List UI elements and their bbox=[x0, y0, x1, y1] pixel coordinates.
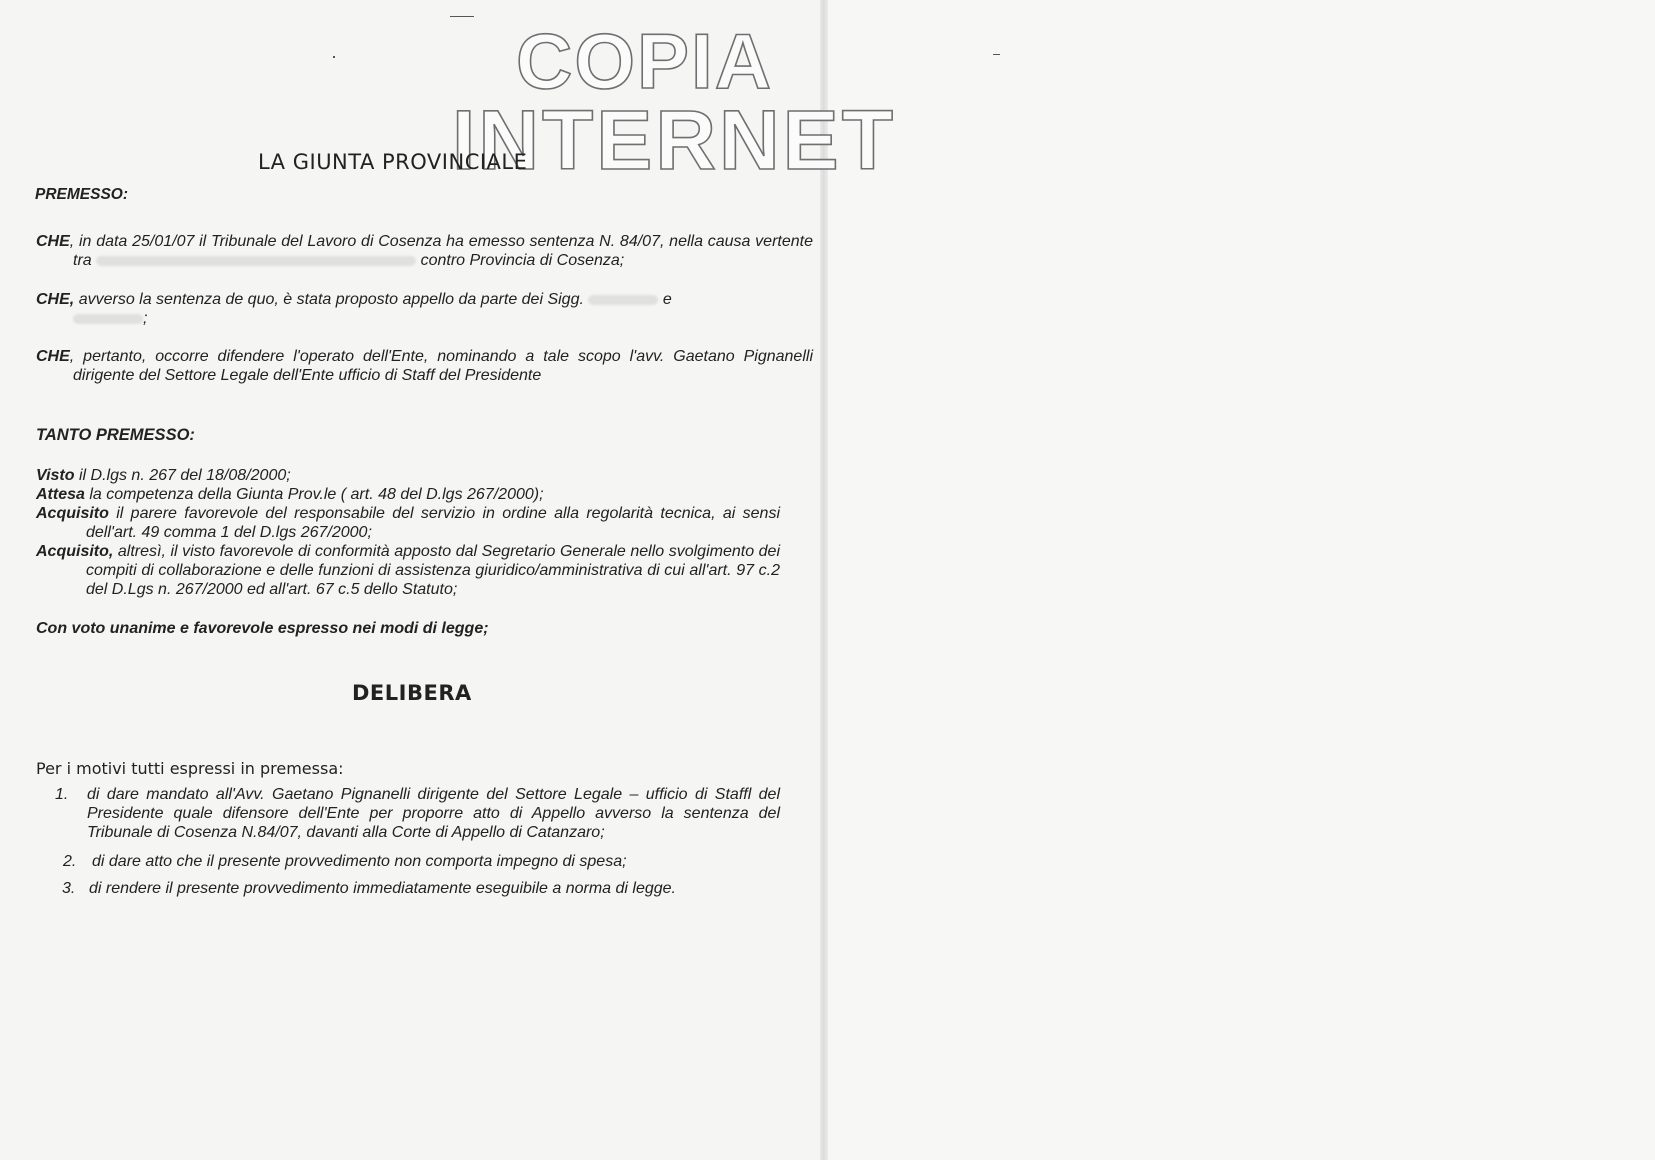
redacted-names bbox=[96, 256, 416, 266]
che-lead: CHE bbox=[36, 348, 70, 365]
che-paragraph-2 bbox=[36, 290, 813, 328]
tanto-premesso-label: TANTO PREMESSO: bbox=[36, 426, 195, 444]
list-item-3: 3. di rendere il presente provvedimento immediatamente eseguibile a norma di legge. bbox=[62, 880, 676, 897]
scan-mark bbox=[333, 56, 335, 58]
che-text: , in data 25/01/07 il Tribunale del Lavoro di Cosenza ha emesso sentenza N. 84/07, nella causa vertente tra bbox=[69, 233, 813, 269]
document-heading: LA GIUNTA PROVINCIALE bbox=[258, 150, 528, 174]
che-text: , pertanto, occorre difendere l'operato dell'Ente, nominando a tale scopo l'avv. Gaetano Pignanelli dirigente del Settore Legale dell'Ente ufficio di Staff del Presidente bbox=[69, 348, 813, 384]
visto-line: Visto il D.lgs n. 267 del 18/08/2000; bbox=[36, 467, 291, 484]
acquisito-paragraph-1: Acquisito il parere favorevole del responsabile del servizio in ordine alla regolarità tecnica, ai sensi dell'art. 49 comma 1 del D.lgs 267/2000; bbox=[36, 505, 780, 541]
copia-stamp: COPIA bbox=[516, 17, 774, 105]
voto-line: Con voto unanime e favorevole espresso nei modi di legge; bbox=[36, 620, 489, 637]
attesa-line: Attesa la competenza della Giunta Prov.le ( art. 48 del D.lgs 267/2000); bbox=[36, 486, 544, 503]
list-item-1: 1. di dare mandato all'Avv. Gaetano Pignanelli dirigente del Settore Legale – ufficio di Staffl del Presidente quale difensore dell'Ente per proporre atto di Appello avverso la sentenza del Tribunale di Cosenza N.84/07, davanti alla Corte di Appello di Catanzaro; bbox=[55, 786, 780, 841]
premesso-label: PREMESSO: bbox=[35, 186, 129, 203]
che-text: avverso la sentenza de quo, è stata proposto appello da parte dei Sigg. bbox=[78, 291, 584, 308]
che-lead: CHE bbox=[36, 233, 70, 250]
che-paragraph-1 bbox=[36, 232, 813, 270]
scan-mark bbox=[450, 16, 474, 17]
motivi-line: Per i motivi tutti espressi in premessa: bbox=[36, 759, 344, 778]
right-page-blank bbox=[826, 0, 1655, 1160]
internet-stamp: INTERNET bbox=[452, 93, 896, 187]
che-lead: CHE, bbox=[36, 291, 75, 308]
acquisito-paragraph-2: Acquisito, altresì, il visto favorevole di conformità apposto dal Segretario Generale nello svolgimento dei compiti di collaborazione e delle funzioni di assistenza giuridico/amministrativa di cui all'art. 97 c.2 del D.Lgs n. 267/2000 ed all'art. 67 c.5 dello Statuto; bbox=[36, 543, 780, 598]
list-item-2: 2. di dare atto che il presente provvedimento non comporta impegno di spesa; bbox=[63, 853, 627, 870]
delibera-heading: DELIBERA bbox=[352, 681, 472, 705]
redacted-name bbox=[588, 295, 658, 305]
redacted-name bbox=[73, 314, 143, 324]
che-text-end: contro Provincia di Cosenza; bbox=[420, 252, 625, 269]
che-paragraph-3 bbox=[36, 347, 813, 385]
che-text-end: ; bbox=[143, 310, 148, 327]
scan-mark bbox=[993, 54, 1000, 55]
che-text-e: e bbox=[662, 291, 672, 308]
